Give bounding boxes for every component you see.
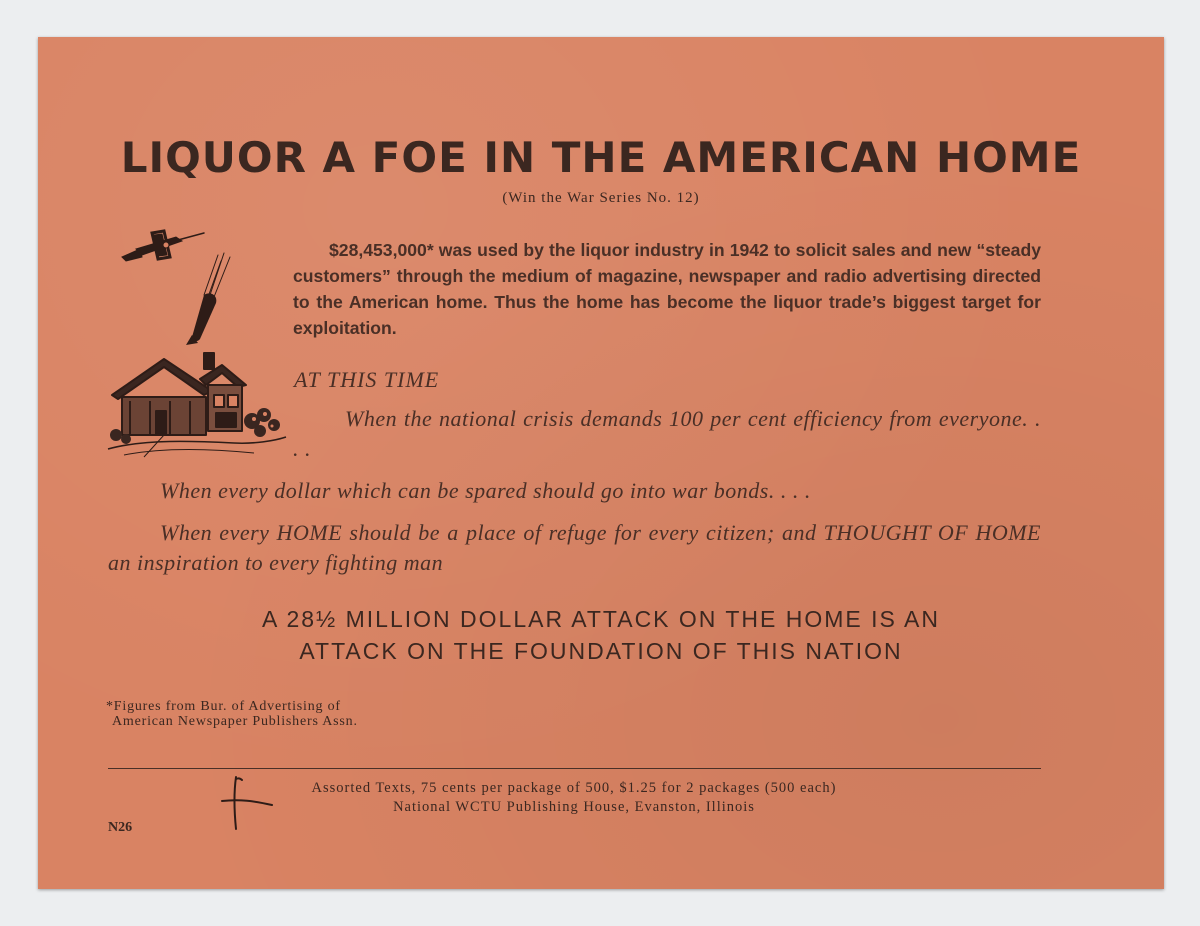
footnote	[106, 699, 358, 729]
refuge-line	[108, 518, 1041, 578]
intro-text: $28,453,000* was used by the liquor industry in 1942 to solicit sales and new “steady customers” through the medium of magazine, newspaper and radio advertising directed to the American home. Thus the home has become the liquor trade’s biggest target for exploitation.	[293, 240, 1041, 338]
attack-statement	[38, 603, 1164, 667]
leaflet-card	[38, 37, 1164, 889]
publisher-line-2: National WCTU Publishing House, Evanston, Illinois	[393, 799, 755, 815]
page-title: LIQUOR A FOE IN THE AMERICAN HOME	[120, 133, 1082, 182]
house-illustration	[104, 351, 288, 461]
series-subtitle: (Win the War Series No. 12)	[502, 190, 700, 206]
footnote-line-2: American Newspaper Publishers Assn.	[112, 714, 358, 729]
footnote-line-1: *Figures from Bur. of Advertising of	[106, 699, 341, 714]
publisher-info	[234, 779, 914, 817]
publisher-line-1: Assorted Texts, 75 cents per package of 500, $1.25 for 2 packages (500 each)	[311, 780, 837, 796]
attack-line-1: A 28½ MILLION DOLLAR ATTACK ON THE HOME IS AN	[262, 606, 940, 632]
at-this-time-heading: AT THIS TIME	[294, 367, 440, 392]
falling-bomb-icon	[180, 251, 234, 347]
crisis-text: When the national crisis demands 100 per cent efficiency from everyone. . . .	[293, 406, 1041, 461]
crisis-line	[293, 404, 1041, 464]
refuge-text: When every HOME should be a place of refuge for every citizen; and THOUGHT OF HOME an inspiration to every fighting man	[108, 520, 1041, 575]
intro-paragraph	[293, 237, 1041, 341]
war-bonds-line: When every dollar which can be spared should go into war bonds. . . .	[160, 478, 811, 503]
divider-rule	[108, 768, 1041, 769]
attack-line-2: ATTACK ON THE FOUNDATION OF THIS NATION	[299, 638, 903, 664]
form-code: N26	[108, 820, 133, 835]
